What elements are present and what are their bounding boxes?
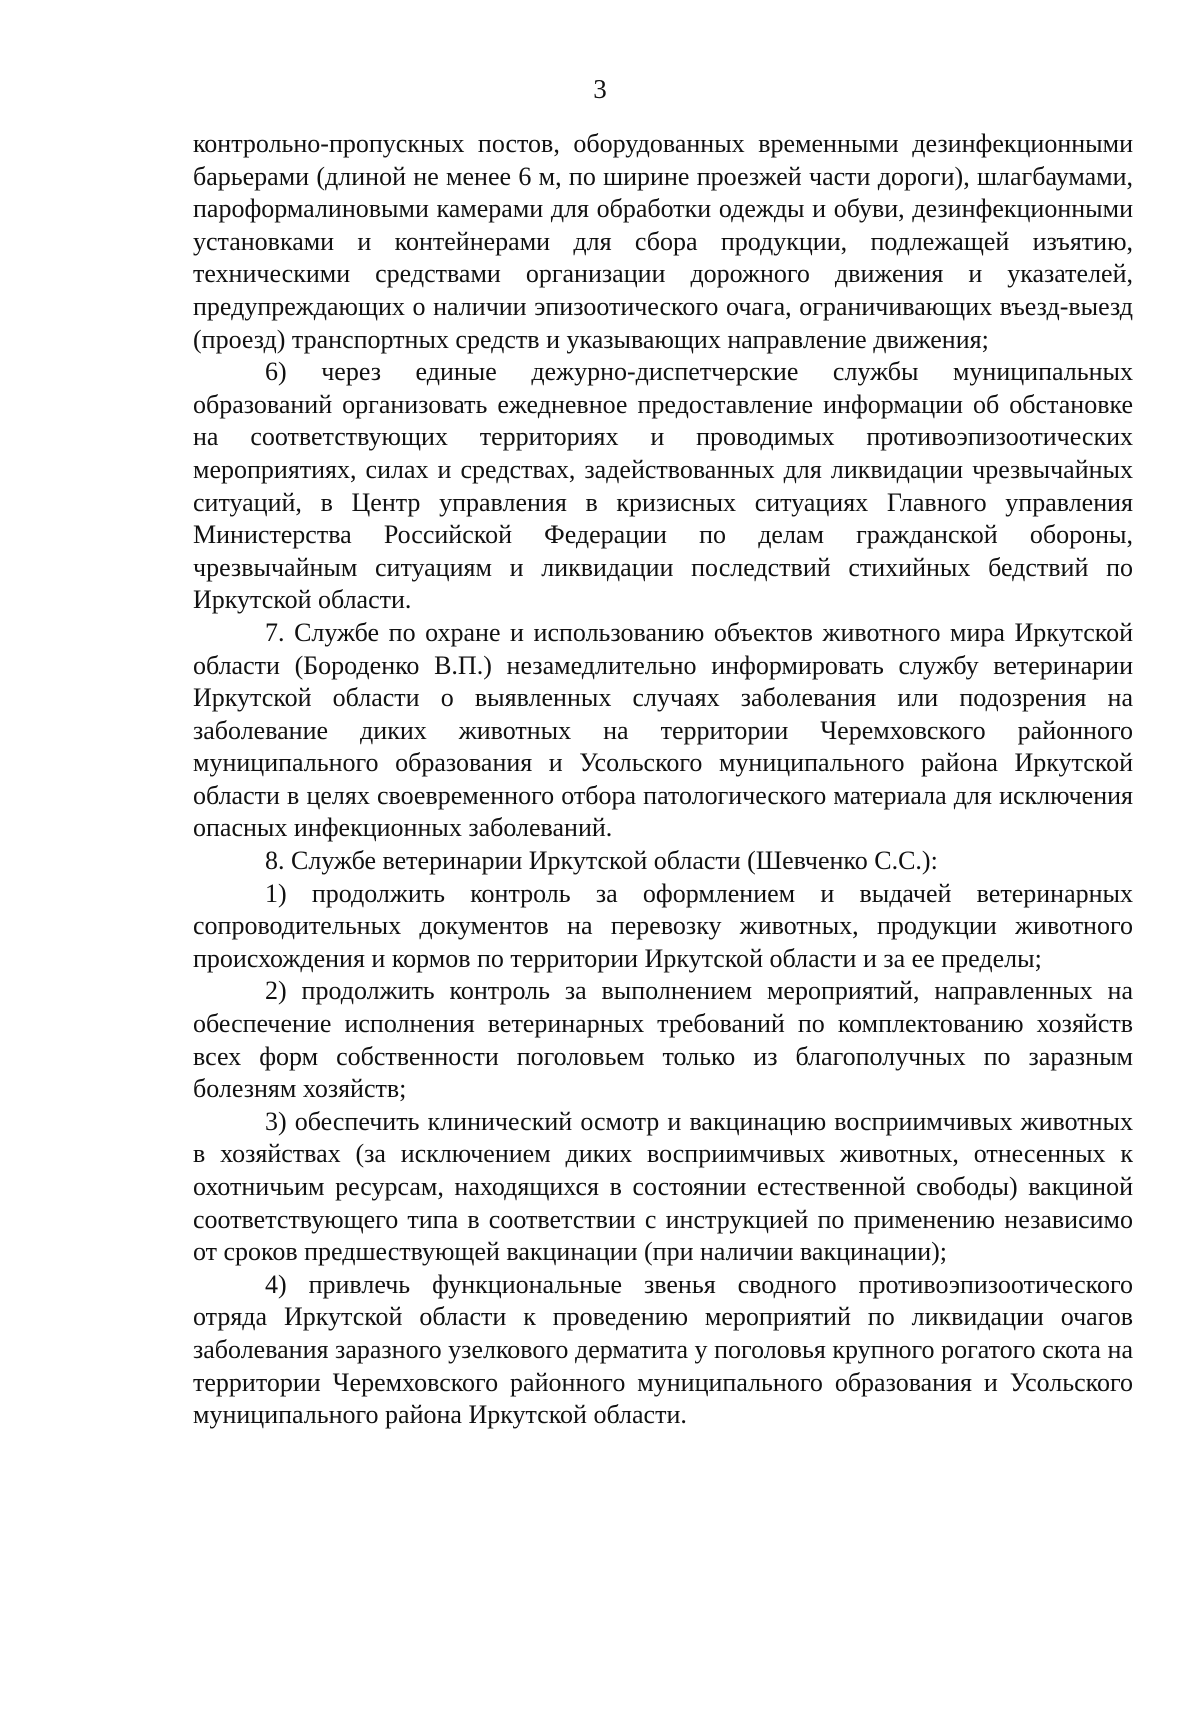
paragraph-subitem-2-requirements-control: 2) продолжить контроль за выполнением мероприятий, направленных на обеспечение исполнения ветеринарных требований по комплектованию хозяйств всех форм собственности поголовьем только из благополучных по заразным болезням хозяйств; xyxy=(193,976,1133,1104)
paragraph-subitem-1-documents-control: 1) продолжить контроль за оформлением и выдачей ветеринарных сопроводительных документов на перевозку животных, продукции животного происхождения и кормов по территории Иркутской области и за ее пределы; xyxy=(193,878,1133,973)
page-number: 3 xyxy=(593,74,607,104)
paragraph-item-6-dispatch-services: 6) через единые дежурно-диспетчерские службы муниципальных образований организовать ежедневное предоставление информации об обстановке на соответствующих территориях и проводимых противоэпизоотических мероприятиях, силах и средствах, задействованных для ликвидации чрезвычайных ситуаций, в Центр управления в кризисных ситуациях Главного управления Министерства Российской Федерации по делам гражданской обороны, чрезвычайным ситуациям и ликвидации последствий стихийных бедствий по Иркутской области. xyxy=(193,357,1133,615)
paragraph-item-7-wildlife-service: 7. Службе по охране и использованию объектов животного мира Иркутской области (Бороденко В.П.) незамедлительно информировать службу ветеринарии Иркутской области о выявленных случаях заболевания или подозрения на заболевание диких животных на территории Черемховского районного муниципального образования и Усольского муниципального района Иркутской области в целях своевременного отбора патологического материала для исключения опасных инфекционных заболеваний. xyxy=(193,617,1133,843)
paragraph-subitem-3-vaccination: 3) обеспечить клинический осмотр и вакцинацию восприимчивых животных в хозяйствах (за исключением диких восприимчивых животных, отнесенных к охотничьим ресурсам, находящихся в состоянии естественной свободы) вакциной соответствующего типа в соответствии с инструкцией по применению независимо от сроков предшествующей вакцинации (при наличии вакцинации); xyxy=(193,1106,1133,1267)
document-body xyxy=(193,128,1133,1432)
paragraph-checkpoints: контрольно-пропускных постов, оборудованных временными дезинфекционными барьерами (длиной не менее 6 м, по ширине проезжей части дороги), шлагбаумами, пароформалиновыми камерами для обработки одежды и обуви, дезинфекционными установками и контейнерами для сбора продукции, подлежащей изъятию, техническими средствами организации дорожного движения и указателей, предупреждающих о наличии эпизоотического очага, ограничивающих въезд-выезд (проезд) транспортных средств и указывающих направление движения; xyxy=(193,129,1133,354)
paragraph-subitem-4-antiepizootic-squad: 4) привлечь функциональные звенья сводного противоэпизоотического отряда Иркутской области к проведению мероприятий по ликвидации очагов заболевания заразного узелкового дерматита у поголовья крупного рогатого скота на территории Черемховского районного муниципального образования и Усольского муниципального района Иркутской области. xyxy=(193,1269,1133,1430)
paragraph-item-8-veterinary-service: 8. Службе ветеринарии Иркутской области (Шевченко С.С.): xyxy=(265,846,938,876)
